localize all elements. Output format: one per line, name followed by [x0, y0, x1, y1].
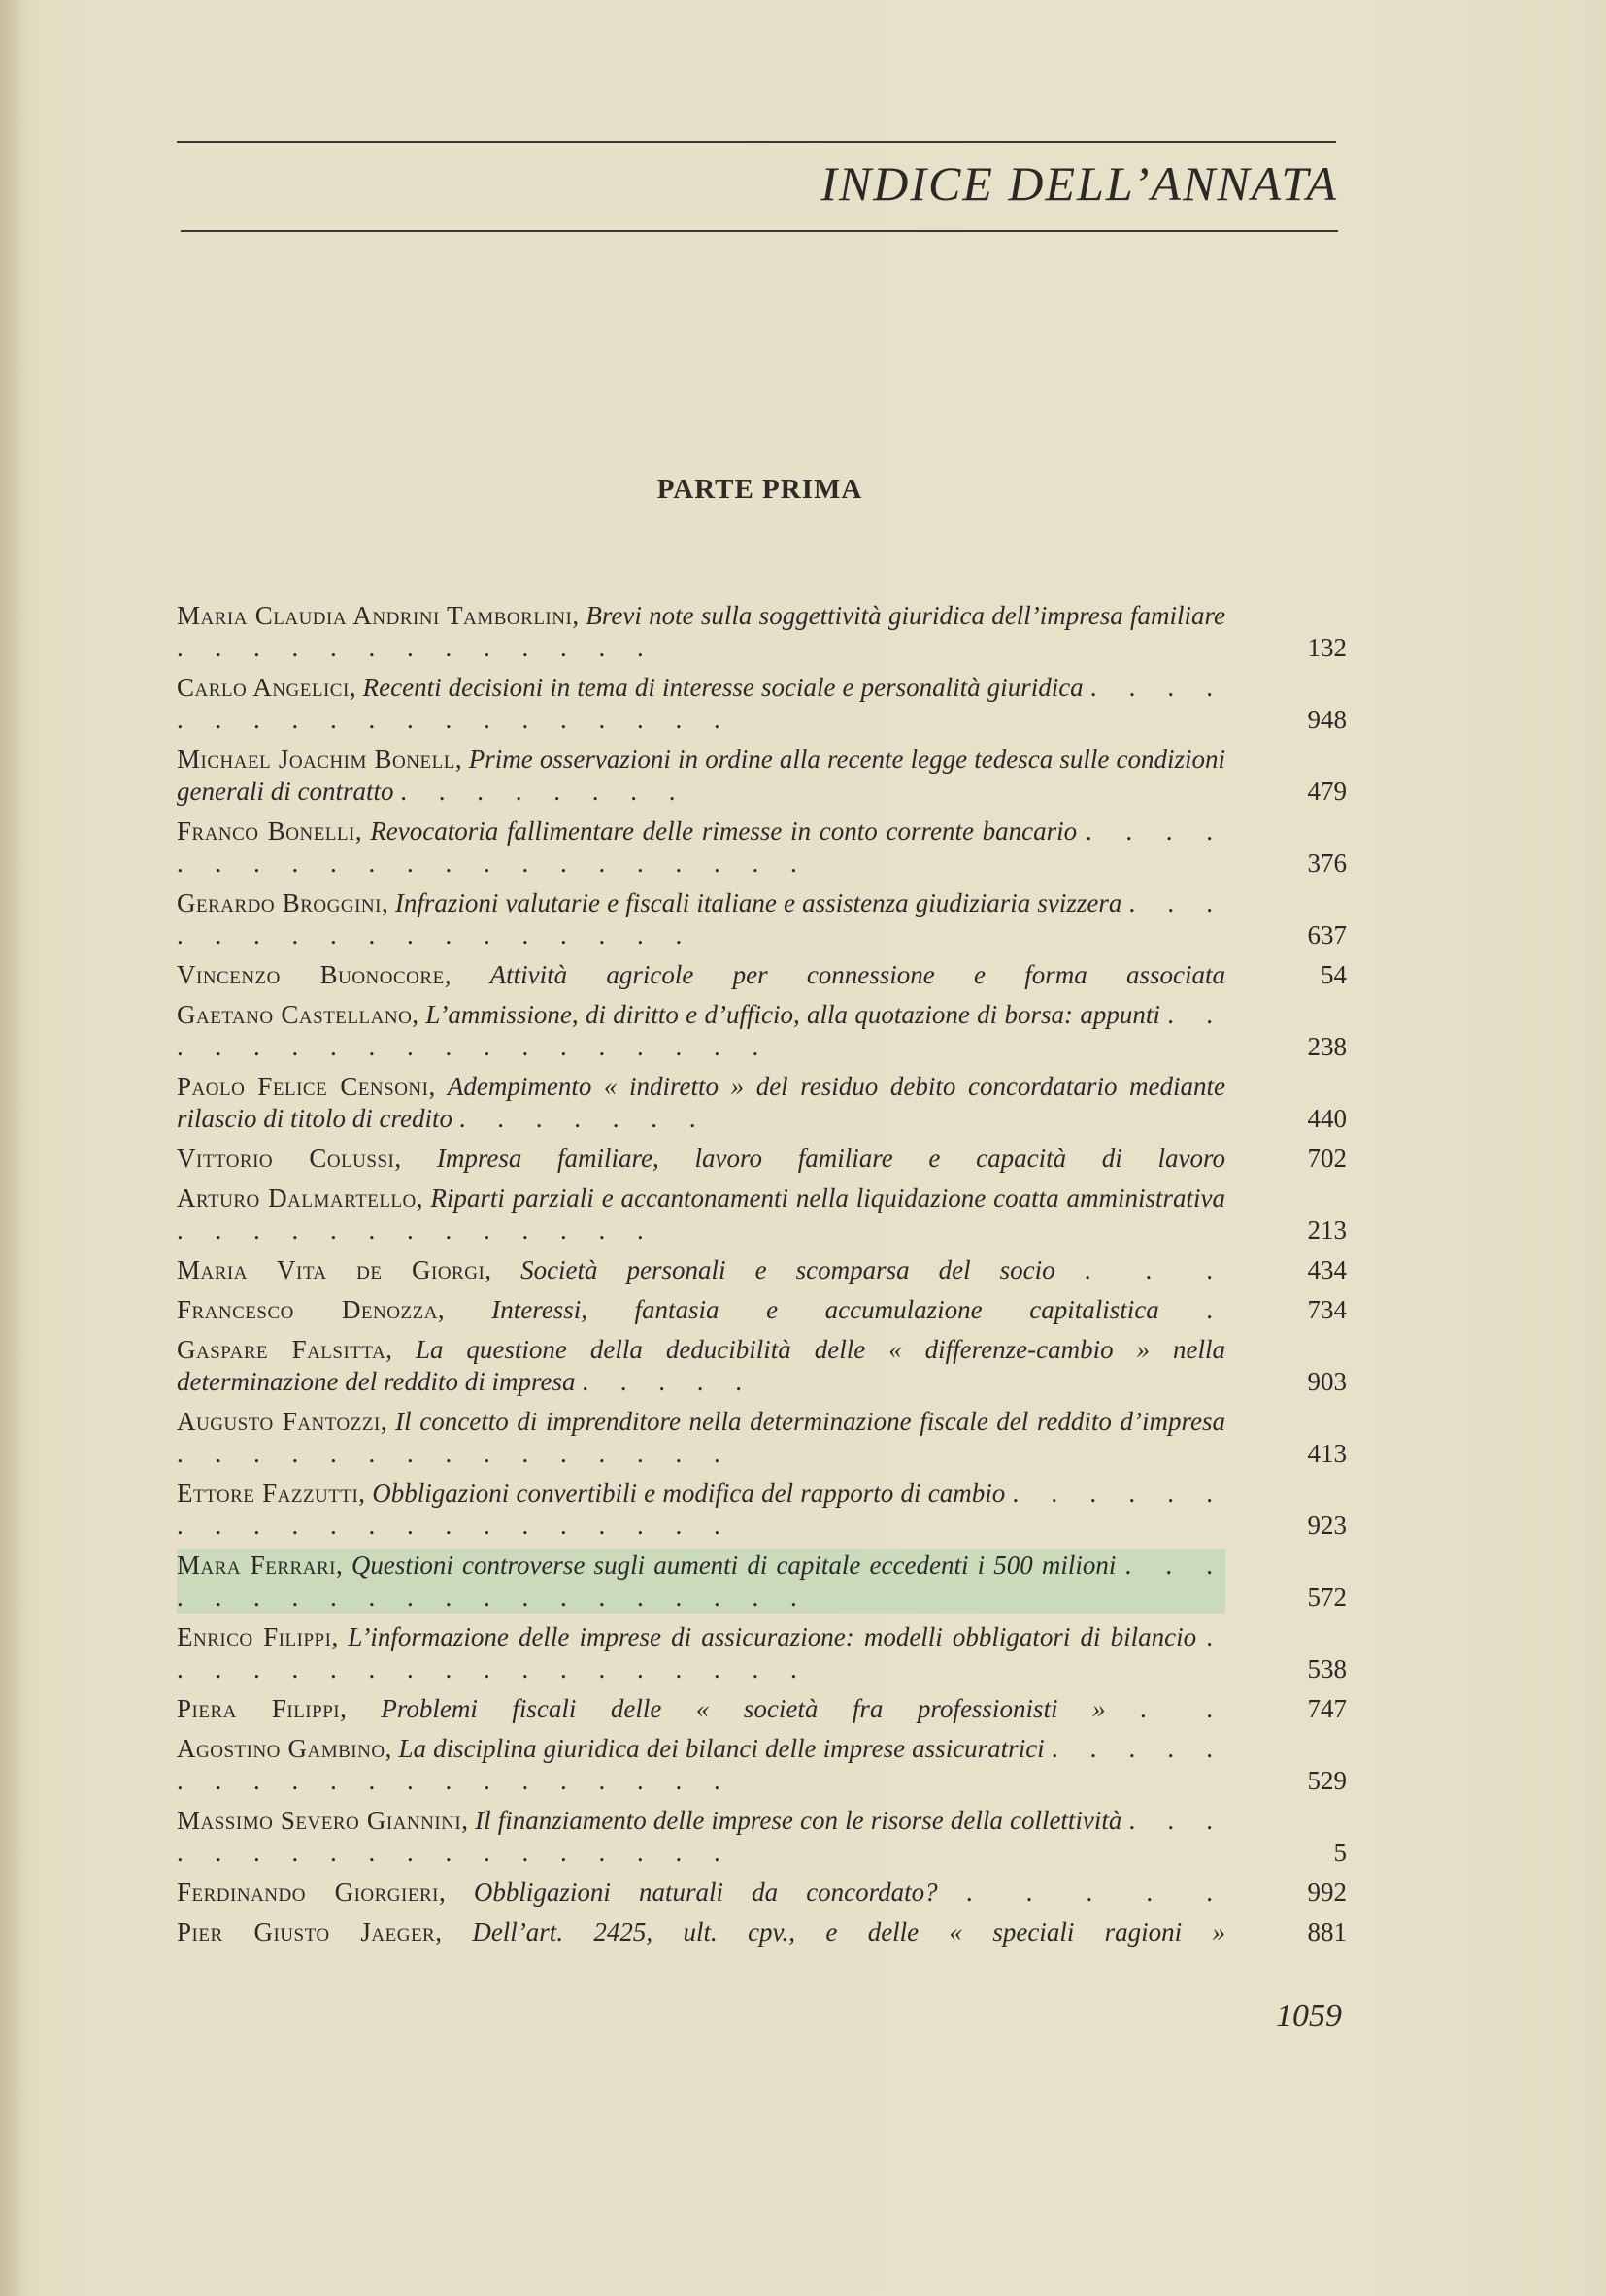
- index-entry: [177, 1916, 1347, 1948]
- entry-page-number: 54: [1321, 960, 1347, 989]
- index-entry: [177, 959, 1347, 991]
- entry-author: Carlo Angelici: [177, 673, 350, 702]
- entry-text: Francesco Denozza, Interessi, fantasia e accumulazione capitalistica .: [177, 1295, 1225, 1324]
- entry-text: Maria Claudia Andrini Tamborlini, Brevi note sulla soggettività giuridica dell’impresa familiare . . . . . . . . . . . . .: [177, 601, 1225, 662]
- entry-author: Vittorio Colussi: [177, 1144, 395, 1173]
- entry-author: Arturo Dalmartello: [177, 1183, 417, 1213]
- index-entry: [177, 1733, 1347, 1797]
- page-gutter-shadow: [0, 0, 25, 2296]
- entry-title: La disciplina giuridica dei bilanci delle imprese assicuratrici: [398, 1734, 1045, 1763]
- entry-title: Obbligazioni convertibili e modifica del rapporto di cambio: [372, 1479, 1006, 1508]
- entry-author: Gaspare Falsitta: [177, 1335, 386, 1364]
- entry-page-number: 238: [1307, 1032, 1347, 1061]
- entry-author: Enrico Filippi: [177, 1622, 332, 1651]
- entry-title: Revocatoria fallimentare delle rimesse in conto corrente bancario: [370, 816, 1078, 846]
- index-entry: [177, 1182, 1347, 1247]
- entry-author: Michael Joachim Bonell: [177, 745, 455, 774]
- index-entry: [177, 1294, 1347, 1326]
- section-title: PARTE PRIMA: [656, 474, 863, 505]
- entry-author: Gaetano Castellano: [177, 1000, 413, 1029]
- entry-page-number: 923: [1307, 1511, 1347, 1540]
- entry-text: Pier Giusto Jaeger, Dell’art. 2425, ult. cpv., e delle « speciali ragioni »: [177, 1917, 1225, 1947]
- index-entry: [177, 1549, 1347, 1614]
- entry-page-number: 881: [1307, 1917, 1347, 1947]
- entry-title: Recenti decisioni in tema di interesse sociale e personalità giuridica: [362, 673, 1084, 702]
- entry-title: Obbligazioni naturali da concordato?: [473, 1878, 938, 1907]
- entry-author: Massimo Severo Giannini: [177, 1806, 462, 1835]
- entry-author: Pier Giusto Jaeger: [177, 1917, 436, 1947]
- entry-text: Vittorio Colussi, Impresa familiare, lavoro familiare e capacità di lavoro: [177, 1144, 1225, 1173]
- index-entry: [177, 1143, 1347, 1175]
- index-entry-list: [177, 600, 1347, 1956]
- entry-author: Mara Ferrari: [177, 1550, 336, 1580]
- entry-title: Dell’art. 2425, ult. cpv., e delle « speciali ragioni »: [472, 1917, 1225, 1947]
- entry-author: Maria Vita de Giorgi: [177, 1255, 485, 1284]
- entry-text: Franco Bonelli, Revocatoria fallimentare delle rimesse in conto corrente bancario . . . . . . . . . . . . . . . . . . . . .: [177, 816, 1225, 878]
- index-entry: [177, 815, 1347, 880]
- entry-title: Attività agricole per connessione e forma associata: [489, 960, 1225, 989]
- entry-author: Gerardo Broggini: [177, 888, 382, 917]
- index-entry: [177, 1621, 1347, 1685]
- entry-page-number: 529: [1307, 1766, 1347, 1795]
- entry-text: Gaetano Castellano, L’ammissione, di diritto e d’ufficio, alla quotazione di borsa: appunti . . . . . . . . . . . . . . . . . .: [177, 1000, 1225, 1061]
- entry-text: Ferdinando Giorgieri, Obbligazioni naturali da concordato? . . . . .: [177, 1878, 1225, 1907]
- entry-text: Massimo Severo Giannini, Il finanziamento delle imprese con le risorse della collettività . . . . . . . . . . . . . . . . . .: [177, 1806, 1225, 1867]
- entry-text: Ettore Fazzutti, Obbligazioni convertibili e modifica del rapporto di cambio . . . . . . . . . . . . . . . . . . . . .: [177, 1479, 1225, 1540]
- entry-title: Società personali e scomparsa del socio: [520, 1255, 1055, 1284]
- entry-page-number: 702: [1307, 1144, 1347, 1173]
- entry-text: Piera Filippi, Problemi fiscali delle « società fra professionisti » . .: [177, 1694, 1225, 1723]
- entry-page-number: 132: [1307, 633, 1347, 662]
- index-entry: [177, 672, 1347, 736]
- entry-author: Agostino Gambino: [177, 1734, 385, 1763]
- entry-page-number: 5: [1333, 1838, 1347, 1867]
- entry-title: Riparti parziali e accantonamenti nella liquidazione coatta amministrativa: [430, 1183, 1225, 1213]
- index-entry: [177, 1071, 1347, 1135]
- entry-title: Questioni controverse sugli aumenti di capitale eccedenti i 500 milioni: [351, 1550, 1117, 1580]
- entry-title: Il concetto di imprenditore nella determinazione fiscale del reddito d’impresa: [395, 1407, 1225, 1436]
- index-entry: [177, 1805, 1347, 1869]
- entry-author: Paolo Felice Censoni: [177, 1072, 429, 1101]
- entry-title: L’ammissione, di diritto e d’ufficio, alla quotazione di borsa: appunti: [425, 1000, 1160, 1029]
- entry-page-number: 734: [1307, 1295, 1347, 1324]
- index-entry: [177, 999, 1347, 1063]
- page-folio-number: 1059: [1276, 1998, 1342, 2034]
- entry-title: Il finanziamento delle imprese con le risorse della collettività: [475, 1806, 1122, 1835]
- entry-title: Interessi, fantasia e accumulazione capitalistica: [491, 1295, 1159, 1324]
- entry-page-number: 992: [1307, 1878, 1347, 1907]
- index-entry: [177, 1254, 1347, 1286]
- entry-text: Michael Joachim Bonell, Prime osservazioni in ordine alla recente legge tedesca sulle condizioni generali di contratto . . . . . . . .: [177, 745, 1225, 806]
- entry-title: Infrazioni valutarie e fiscali italiane e assistenza giudiziaria svizzera: [394, 888, 1122, 917]
- entry-page-number: 572: [1307, 1582, 1347, 1612]
- index-entry: [177, 1478, 1347, 1542]
- index-entry: [177, 744, 1347, 808]
- entry-page-number: 637: [1307, 920, 1347, 949]
- entry-text: Paolo Felice Censoni, Adempimento « indiretto » del residuo debito concordatario mediante rilascio di titolo di credito . . . . . . .: [177, 1072, 1225, 1133]
- entry-page-number: 948: [1307, 705, 1347, 734]
- header-rule-top: [177, 141, 1336, 143]
- entry-author: Maria Claudia Andrini Tamborlini: [177, 601, 573, 630]
- entry-author: Ettore Fazzutti: [177, 1479, 359, 1508]
- entry-page-number: 413: [1307, 1439, 1347, 1468]
- entry-text: Mara Ferrari, Questioni controverse sugli aumenti di capitale eccedenti i 500 milioni . . . . . . . . . . . . . . . . . . . .: [177, 1550, 1225, 1612]
- entry-title: Adempimento « indiretto » del residuo debito concordatario mediante rilascio di titolo di credito: [177, 1072, 1225, 1133]
- entry-page-number: 903: [1307, 1367, 1347, 1396]
- entry-text: Gerardo Broggini, Infrazioni valutarie e fiscali italiane e assistenza giudiziaria svizzera . . . . . . . . . . . . . . . . .: [177, 888, 1225, 949]
- entry-title: Prime osservazioni in ordine alla recente legge tedesca sulle condizioni generali di contratto: [177, 745, 1225, 806]
- index-entry: [177, 600, 1347, 664]
- running-header-title: INDICE DELL’ANNATA: [820, 156, 1338, 211]
- entry-text: Carlo Angelici, Recenti decisioni in tema di interesse sociale e personalità giuridica . . . . . . . . . . . . . . . . . . .: [177, 673, 1225, 734]
- entry-text: Agostino Gambino, La disciplina giuridica dei bilanci delle imprese assicuratrici . . . . . . . . . . . . . . . . . . . .: [177, 1734, 1225, 1795]
- entry-text: Maria Vita de Giorgi, Società personali e scomparsa del socio . . .: [177, 1255, 1225, 1284]
- entry-title: La questione della deducibilità delle « differenze-cambio » nella determinazione del reddito di impresa: [177, 1335, 1225, 1396]
- index-entry: [177, 1877, 1347, 1909]
- index-entry: [177, 1406, 1347, 1470]
- entry-author: Piera Filippi: [177, 1694, 341, 1723]
- entry-text: Enrico Filippi, L’informazione delle imprese di assicurazione: modelli obbligatori di bilancio . . . . . . . . . . . . . . . . . .: [177, 1622, 1225, 1683]
- entry-author: Vincenzo Buonocore: [177, 960, 445, 989]
- entry-page-number: 747: [1307, 1694, 1347, 1723]
- entry-page-number: 479: [1307, 777, 1347, 806]
- index-entry: [177, 1334, 1347, 1398]
- entry-title: L’informazione delle imprese di assicurazione: modelli obbligatori di bilancio: [348, 1622, 1197, 1651]
- entry-text: Arturo Dalmartello, Riparti parziali e accantonamenti nella liquidazione coatta amministrativa . . . . . . . . . . . . .: [177, 1183, 1225, 1245]
- entry-text: Gaspare Falsitta, La questione della deducibilità delle « differenze-cambio » nella determinazione del reddito di impresa . . . . .: [177, 1335, 1225, 1396]
- entry-page-number: 434: [1307, 1255, 1347, 1284]
- entry-author: Ferdinando Giorgieri: [177, 1878, 439, 1907]
- entry-author: Franco Bonelli: [177, 816, 355, 846]
- index-entry: [177, 887, 1347, 951]
- entry-title: Problemi fiscali delle « società fra professionisti »: [381, 1694, 1106, 1723]
- entry-page-number: 538: [1307, 1654, 1347, 1683]
- entry-page-number: 213: [1307, 1215, 1347, 1245]
- entry-title: Impresa familiare, lavoro familiare e capacità di lavoro: [436, 1144, 1225, 1173]
- header-rule-bottom: [181, 230, 1338, 232]
- entry-author: Francesco Denozza: [177, 1295, 438, 1324]
- entry-text: Vincenzo Buonocore, Attività agricole per connessione e forma associata: [177, 960, 1225, 989]
- entry-author: Augusto Fantozzi: [177, 1407, 381, 1436]
- index-entry: [177, 1693, 1347, 1725]
- entry-title: Brevi note sulla soggettività giuridica dell’impresa familiare: [586, 601, 1225, 630]
- entry-page-number: 440: [1307, 1104, 1347, 1133]
- entry-text: Augusto Fantozzi, Il concetto di imprenditore nella determinazione fiscale del reddito d’impresa . . . . . . . . . . . . . . .: [177, 1407, 1225, 1468]
- entry-page-number: 376: [1307, 849, 1347, 878]
